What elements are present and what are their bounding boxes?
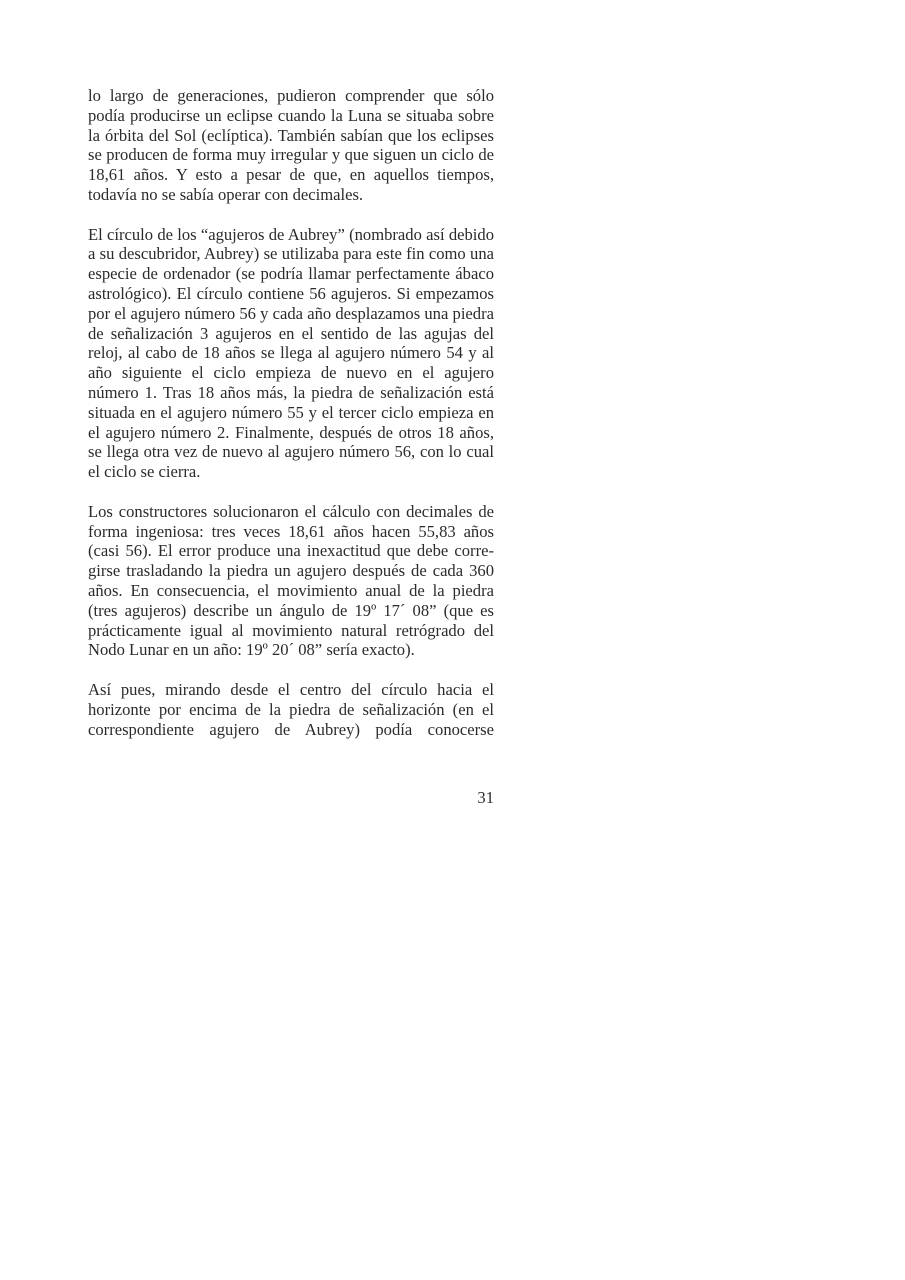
paragraph-decimal-solution: Los constructores solucionaron el cálculo con decimales de forma ingeniosa: tres veces 18,61 años hacen 55,83 años (casi 56). El error produce una inexactitud que debe corregirse trasladando la piedra un agujero después de cada 360 años. En consecuencia, el movimiento anual de la piedra (tres agujeros) describe un ángulo de 19º 17´ 08” (que es prácticamente igual al movimiento natural retrógrado del Nodo Lunar en un año: 19º 20´ 08” sería exacto). — [88, 501, 494, 660]
body-text — [88, 86, 494, 759]
paragraph-aubrey-holes: El círculo de los “agujeros de Aubrey” (nombrado así debido a su descubridor, Aubrey) se utilizaba para este fin como una especie de ordenador (se podría llamar perfectamente ábaco astrológico). El círculo contiene 56 agujeros. Si empezamos por el agujero número 56 y cada año desplazamos una piedra de señalización 3 agujeros en el sentido de las agujas del reloj, al cabo de 18 años se llega al agujero número 54 y al año siguiente el ciclo empieza de nuevo en el agujero número 1. Tras 18 años más, la piedra de señalización está situada en el agujero número 55 y el tercer ciclo empieza en el agujero número 2. Finalmente, después de otros 18 años, se llega otra vez de nuevo al agujero número 56, con lo cual el ciclo se cierra. — [88, 224, 494, 482]
paragraph-eclipse-cycle: lo largo de generaciones, pudieron comprender que sólo podía producirse un eclipse cuando la Luna se situaba sobre la órbita del Sol (eclíptica). También sabían que los eclipses se producen de forma muy irregular y que siguen un ciclo de 18,61 años. Y esto a pesar de que, en aquellos tiempos, todavía no se sabía operar con decimales. — [88, 86, 494, 204]
paragraph-horizon-observation: Así pues, mirando desde el centro del círculo hacia el horizonte por encima de la piedra de señalización (en el correspondiente agujero de Aubrey) podía conocerse — [88, 679, 494, 739]
page-number: 31 — [477, 788, 494, 807]
